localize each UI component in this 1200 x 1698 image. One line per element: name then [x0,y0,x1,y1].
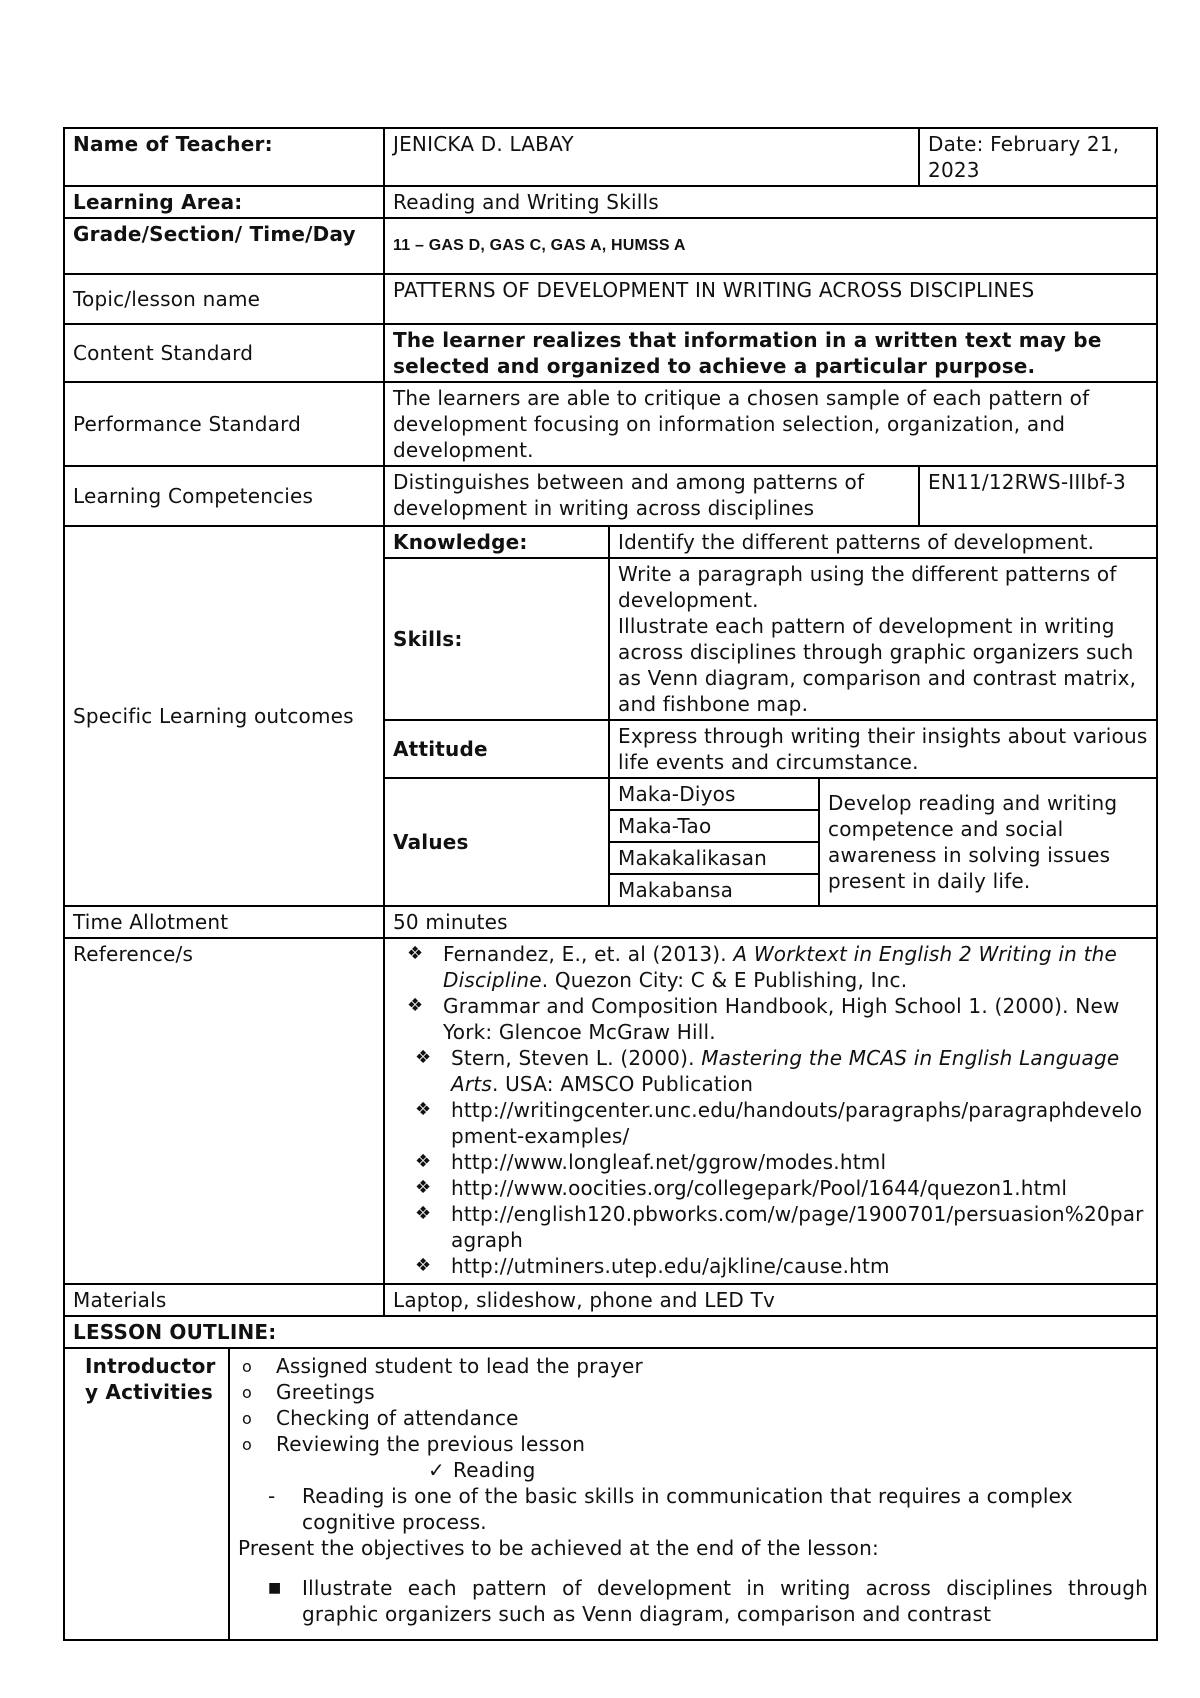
diamond-bullet-icon: ❖ [415,1255,432,1276]
teacher-label: Name of Teacher: [64,128,384,186]
references-list [393,941,1148,1279]
diamond-bullet-icon: ❖ [407,943,424,964]
skills-label: Skills: [384,558,609,720]
intro-item: o Assigned student to lead the prayer [242,1354,643,1378]
outcomes-label: Specific Learning outcomes [64,526,384,906]
knowledge-label: Knowledge: [384,526,609,558]
skills-value [609,558,1157,720]
diamond-bullet-icon: ❖ [415,1099,432,1120]
attitude-value: Express through writing their insights about various life events and circumstance. [609,720,1157,778]
reference-link[interactable]: ❖ http://www.oocities.org/collegepark/Pool/1644/quezon1.html [415,1176,1068,1200]
lesson-plan-table [63,127,1158,1641]
reference-item: ❖ Stern, Steven L. (2000). Mastering the MCAS in English Language Arts. USA: AMSCO Publication [415,1046,1120,1096]
teacher-value: JENICKA D. LABAY [384,128,919,186]
reference-link[interactable]: ❖ http://writingcenter.unc.edu/handouts/paragraphs/paragraphdevelopment-examples/ [415,1098,1143,1148]
diamond-bullet-icon: ❖ [415,1203,432,1224]
content-standard-label: Content Standard [64,324,384,382]
competencies-value: Distinguishes between and among patterns of development in writing across disciplines [384,466,919,526]
circle-bullet-icon: o [242,1409,252,1428]
reference-item: ❖ Grammar and Composition Handbook, High School 1. (2000). New York: Glencoe McGraw Hill. [407,994,1120,1044]
competencies-code: EN11/12RWS-IIIbf-3 [919,466,1157,526]
time-allotment-value: 50 minutes [384,906,1157,938]
learning-area-label: Learning Area: [64,186,384,218]
topic-value: PATTERNS OF DEVELOPMENT IN WRITING ACROSS DISCIPLINES [384,274,1157,324]
diamond-bullet-icon: ❖ [415,1177,432,1198]
circle-bullet-icon: o [242,1435,252,1454]
circle-bullet-icon: o [242,1383,252,1402]
introductory-table [65,1349,1156,1639]
grade-section-label: Grade/Section/ Time/Day [64,218,384,274]
references-list-cell [384,938,1157,1284]
values-item-3: Makakalikasan [609,842,819,874]
circle-bullet-icon: o [242,1357,252,1376]
performance-standard-value: The learners are able to critique a chosen sample of each pattern of development focusing on information selection, organization, and development. [384,382,1157,466]
values-description: Develop reading and writing competence and social awareness in solving issues present in daily life. [819,778,1157,906]
materials-value: Laptop, slideshow, phone and LED Tv [384,1284,1157,1316]
values-item-2: Maka-Tao [609,810,819,842]
skills-value-2: Illustrate each pattern of development in writing across disciplines through graphic organizers such as Venn diagram, comparison and contrast matrix, and fishbone map. [618,614,1137,716]
dash-item: - Reading is one of the basic skills in communication that requires a complex cognitive process. [268,1484,1073,1534]
grade-section-value: 11 – GAS D, GAS C, GAS A, HUMSS A [384,218,1157,274]
knowledge-value: Identify the different patterns of development. [609,526,1157,558]
performance-standard-label: Performance Standard [64,382,384,466]
reference-item: ❖ Fernandez, E., et. al (2013). A Worktext in English 2 Writing in the Discipline. Quezon City: C & E Publishing, Inc. [407,942,1118,992]
reference-link[interactable]: ❖ http://english120.pbworks.com/w/page/1900701/persuasion%20paragraph [415,1202,1144,1252]
values-item-4: Makabansa [609,874,819,906]
objective-item: ■ Illustrate each pattern of development in writing across disciplines through graphic organizers such as Venn diagram, comparison and contrast [268,1576,1149,1626]
intro-item: o Checking of attendance [242,1406,519,1430]
values-label: Values [384,778,609,906]
attitude-label: Attitude [384,720,609,778]
introductory-label: Introductory Activities [65,1349,229,1639]
lesson-outline-label: LESSON OUTLINE: [64,1316,1157,1348]
competencies-label: Learning Competencies [64,466,384,526]
diamond-bullet-icon: ❖ [415,1151,432,1172]
time-allotment-label: Time Allotment [64,906,384,938]
content-standard-value: The learner realizes that information in a written text may be selected and organized to achieve a particular purpose. [384,324,1157,382]
topic-label: Topic/lesson name [64,274,384,324]
date-value: Date: February 21, 2023 [919,128,1157,186]
reference-link[interactable]: ❖ http://utminers.utep.edu/ajkline/cause.htm [415,1254,890,1278]
check-item: ✓ Reading [428,1458,536,1482]
dash-bullet-icon: - [268,1484,276,1508]
lesson-outline-body [64,1348,1157,1640]
learning-area-value: Reading and Writing Skills [384,186,1157,218]
reference-link[interactable]: ❖ http://www.longleaf.net/ggrow/modes.html [415,1150,887,1174]
materials-label: Materials [64,1284,384,1316]
skills-value-1: Write a paragraph using the different patterns of development. [618,562,1117,612]
lesson-plan [63,127,1156,1641]
intro-item: o Greetings [242,1380,375,1404]
introductory-content [229,1349,1156,1639]
present-objectives-text: Present the objectives to be achieved at the end of the lesson: [238,1536,879,1560]
square-bullet-icon: ■ [268,1580,282,1596]
diamond-bullet-icon: ❖ [407,995,424,1016]
introductory-list [238,1353,1148,1457]
values-item-1: Maka-Diyos [609,778,819,810]
intro-item: o Reviewing the previous lesson [242,1432,586,1456]
references-label: Reference/s [64,938,384,1284]
checkmark-icon: ✓ [428,1458,445,1482]
diamond-bullet-icon: ❖ [415,1047,432,1068]
